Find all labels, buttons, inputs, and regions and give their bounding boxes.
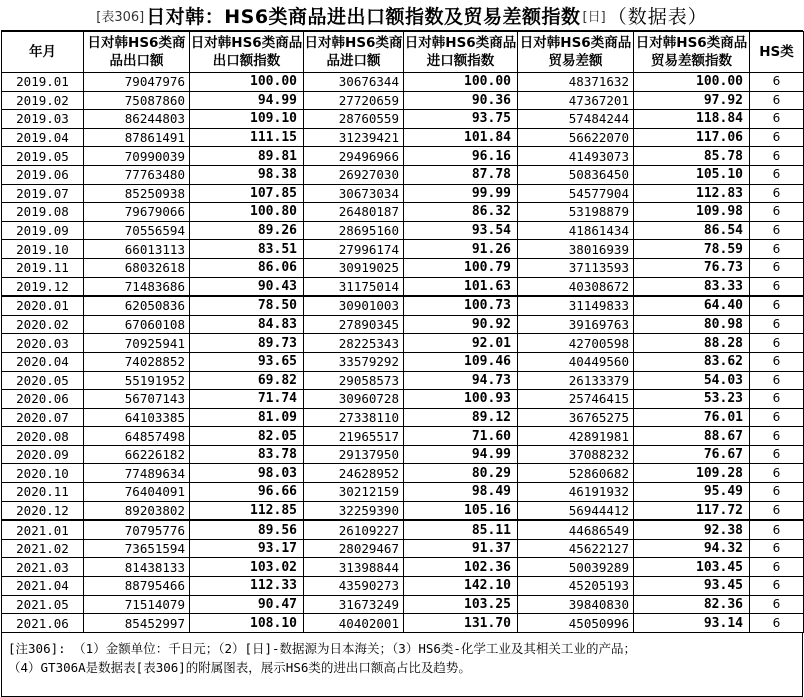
cell-import-value: 29058573	[304, 371, 404, 390]
footnote-line-2: （4）GT306A是数据表[表306]的附属图表，展示HS6类的进出口额高占比及趋势。	[8, 659, 471, 675]
cell-import-value: 31673249	[304, 595, 404, 614]
cell-balance-value: 40449560	[518, 352, 634, 371]
cell-import-value: 27720659	[304, 91, 404, 110]
cell-month: 2021.04	[2, 577, 84, 596]
cell-import-index: 91.37	[404, 539, 518, 558]
cell-export-index: 109.10	[190, 110, 304, 129]
cell-import-index: 105.16	[404, 501, 518, 520]
table-row	[2, 165, 804, 184]
table-row	[2, 91, 804, 110]
cell-balance-index: 93.45	[634, 577, 750, 596]
cell-import-value: 29496966	[304, 147, 404, 166]
cell-balance-value: 53198879	[518, 203, 634, 222]
cell-month: 2020.12	[2, 501, 84, 520]
cell-export-value: 70925941	[84, 334, 190, 353]
cell-export-value: 67060108	[84, 315, 190, 334]
table-row	[2, 464, 804, 483]
cell-export-value: 66226182	[84, 445, 190, 464]
table-body	[2, 73, 804, 633]
cell-export-value: 71514079	[84, 595, 190, 614]
cell-balance-value: 57484244	[518, 110, 634, 129]
cell-balance-value: 47367201	[518, 91, 634, 110]
title-source-tag: [日]	[582, 9, 606, 25]
cell-balance-value: 46191932	[518, 483, 634, 502]
cell-month: 2020.03	[2, 334, 84, 353]
cell-hs-class: 6	[750, 258, 804, 277]
cell-export-index: 111.15	[190, 128, 304, 147]
cell-import-index: 100.73	[404, 296, 518, 315]
cell-hs-class: 6	[750, 539, 804, 558]
cell-export-index: 112.85	[190, 501, 304, 520]
cell-balance-index: 86.54	[634, 221, 750, 240]
cell-balance-value: 45050996	[518, 614, 634, 633]
cell-hs-class: 6	[750, 464, 804, 483]
cell-export-index: 83.51	[190, 240, 304, 259]
cell-import-value: 31398844	[304, 558, 404, 577]
cell-balance-index: 105.10	[634, 165, 750, 184]
cell-month: 2020.05	[2, 371, 84, 390]
cell-balance-index: 80.98	[634, 315, 750, 334]
header-export-index: 日对韩HS6类商品出口额指数	[190, 32, 304, 73]
cell-export-value: 79679066	[84, 203, 190, 222]
cell-month: 2021.06	[2, 614, 84, 633]
cell-import-value: 27338110	[304, 408, 404, 427]
cell-month: 2020.06	[2, 390, 84, 409]
table-row	[2, 408, 804, 427]
cell-import-index: 98.49	[404, 483, 518, 502]
cell-balance-index: 64.40	[634, 296, 750, 315]
cell-month: 2020.01	[2, 296, 84, 315]
cell-import-index: 92.01	[404, 334, 518, 353]
title-main: 日对韩：HS6类商品进出口额指数及贸易差额指数	[146, 5, 581, 28]
cell-balance-index: 83.62	[634, 352, 750, 371]
cell-export-value: 73651594	[84, 539, 190, 558]
cell-import-index: 85.11	[404, 520, 518, 539]
cell-hs-class: 6	[750, 558, 804, 577]
cell-hs-class: 6	[750, 240, 804, 259]
cell-export-index: 108.10	[190, 614, 304, 633]
cell-balance-index: 88.28	[634, 334, 750, 353]
cell-import-index: 90.36	[404, 91, 518, 110]
cell-hs-class: 6	[750, 110, 804, 129]
cell-balance-value: 56944412	[518, 501, 634, 520]
cell-import-value: 30901003	[304, 296, 404, 315]
cell-balance-index: 112.83	[634, 184, 750, 203]
table-row	[2, 128, 804, 147]
cell-month: 2019.08	[2, 203, 84, 222]
cell-import-value: 43590273	[304, 577, 404, 596]
cell-balance-index: 54.03	[634, 371, 750, 390]
cell-hs-class: 6	[750, 128, 804, 147]
cell-export-value: 77763480	[84, 165, 190, 184]
cell-import-index: 103.25	[404, 595, 518, 614]
cell-export-index: 89.56	[190, 520, 304, 539]
cell-import-value: 30960728	[304, 390, 404, 409]
table-row	[2, 110, 804, 129]
cell-export-index: 98.38	[190, 165, 304, 184]
cell-month: 2020.04	[2, 352, 84, 371]
title-suffix: （数据表）	[607, 5, 708, 28]
table-row	[2, 595, 804, 614]
cell-balance-value: 42891981	[518, 427, 634, 446]
cell-import-value: 28225343	[304, 334, 404, 353]
header-import-index: 日对韩HS6类商品进口额指数	[404, 32, 518, 73]
cell-export-index: 107.85	[190, 184, 304, 203]
cell-month: 2020.02	[2, 315, 84, 334]
cell-import-index: 131.70	[404, 614, 518, 633]
cell-export-value: 89203802	[84, 501, 190, 520]
table-row	[2, 558, 804, 577]
cell-balance-index: 85.78	[634, 147, 750, 166]
cell-balance-value: 25746415	[518, 390, 634, 409]
cell-month: 2021.05	[2, 595, 84, 614]
cell-import-index: 109.46	[404, 352, 518, 371]
cell-import-index: 87.78	[404, 165, 518, 184]
cell-balance-value: 52860682	[518, 464, 634, 483]
table-row	[2, 371, 804, 390]
cell-export-value: 68032618	[84, 258, 190, 277]
cell-hs-class: 6	[750, 614, 804, 633]
cell-import-index: 100.93	[404, 390, 518, 409]
cell-import-value: 26109227	[304, 520, 404, 539]
cell-import-index: 93.75	[404, 110, 518, 129]
cell-balance-value: 37088232	[518, 445, 634, 464]
cell-import-index: 90.92	[404, 315, 518, 334]
cell-import-value: 24628952	[304, 464, 404, 483]
cell-month: 2020.10	[2, 464, 84, 483]
cell-month: 2019.03	[2, 110, 84, 129]
cell-import-index: 71.60	[404, 427, 518, 446]
cell-balance-index: 76.73	[634, 258, 750, 277]
table-row	[2, 296, 804, 315]
cell-import-value: 30212159	[304, 483, 404, 502]
cell-export-index: 98.03	[190, 464, 304, 483]
cell-balance-index: 100.00	[634, 73, 750, 92]
header-balance-index: 日对韩HS6类商品贸易差额指数	[634, 32, 750, 73]
cell-export-value: 56707143	[84, 390, 190, 409]
cell-hs-class: 6	[750, 165, 804, 184]
cell-month: 2019.12	[2, 277, 84, 296]
cell-export-index: 82.05	[190, 427, 304, 446]
cell-balance-value: 50039289	[518, 558, 634, 577]
cell-month: 2020.09	[2, 445, 84, 464]
cell-export-index: 100.00	[190, 73, 304, 92]
table-row	[2, 577, 804, 596]
cell-balance-value: 42700598	[518, 334, 634, 353]
table-row	[2, 73, 804, 92]
cell-balance-value: 38016939	[518, 240, 634, 259]
cell-hs-class: 6	[750, 595, 804, 614]
cell-import-value: 29137950	[304, 445, 404, 464]
cell-import-value: 30676344	[304, 73, 404, 92]
cell-hs-class: 6	[750, 334, 804, 353]
cell-month: 2021.01	[2, 520, 84, 539]
table-row	[2, 277, 804, 296]
cell-balance-value: 54577904	[518, 184, 634, 203]
cell-export-value: 74028852	[84, 352, 190, 371]
cell-hs-class: 6	[750, 184, 804, 203]
table-row	[2, 427, 804, 446]
cell-month: 2021.02	[2, 539, 84, 558]
footnotes	[1, 633, 803, 697]
cell-export-value: 81438133	[84, 558, 190, 577]
cell-balance-value: 45622127	[518, 539, 634, 558]
cell-export-value: 66013113	[84, 240, 190, 259]
cell-balance-index: 53.23	[634, 390, 750, 409]
cell-import-value: 32259390	[304, 501, 404, 520]
table-row	[2, 501, 804, 520]
footnote-line-1: [注306]: （1）金额单位：千日元；（2）[日]-数据源为日本海关；（3）HS6类-化学工业及其相关工业的产品；	[8, 640, 636, 656]
cell-balance-index: 103.45	[634, 558, 750, 577]
cell-export-value: 75087860	[84, 91, 190, 110]
table-row	[2, 539, 804, 558]
cell-balance-index: 78.59	[634, 240, 750, 259]
cell-export-index: 96.66	[190, 483, 304, 502]
table-row	[2, 184, 804, 203]
cell-import-index: 96.16	[404, 147, 518, 166]
cell-month: 2019.11	[2, 258, 84, 277]
cell-hs-class: 6	[750, 501, 804, 520]
cell-export-value: 85250938	[84, 184, 190, 203]
cell-hs-class: 6	[750, 408, 804, 427]
cell-balance-value: 37113593	[518, 258, 634, 277]
cell-import-index: 99.99	[404, 184, 518, 203]
table-row	[2, 147, 804, 166]
cell-import-index: 100.00	[404, 73, 518, 92]
title-prefix: [表306]	[96, 9, 145, 25]
cell-month: 2020.07	[2, 408, 84, 427]
cell-import-index: 93.54	[404, 221, 518, 240]
cell-hs-class: 6	[750, 352, 804, 371]
cell-balance-value: 56622070	[518, 128, 634, 147]
cell-export-index: 81.09	[190, 408, 304, 427]
cell-export-value: 55191952	[84, 371, 190, 390]
cell-import-value: 40402001	[304, 614, 404, 633]
cell-export-index: 69.82	[190, 371, 304, 390]
cell-import-index: 101.63	[404, 277, 518, 296]
header-balance-value: 日对韩HS6类商品贸易差额	[518, 32, 634, 73]
cell-export-index: 94.99	[190, 91, 304, 110]
cell-balance-value: 40308672	[518, 277, 634, 296]
cell-balance-index: 118.84	[634, 110, 750, 129]
cell-hs-class: 6	[750, 483, 804, 502]
table-row	[2, 390, 804, 409]
table-row	[2, 315, 804, 334]
cell-import-value: 27996174	[304, 240, 404, 259]
cell-month: 2019.01	[2, 73, 84, 92]
cell-month: 2019.09	[2, 221, 84, 240]
header-export-value: 日对韩HS6类商品出口额	[84, 32, 190, 73]
cell-export-value: 87861491	[84, 128, 190, 147]
table-row	[2, 334, 804, 353]
cell-balance-index: 97.92	[634, 91, 750, 110]
cell-export-index: 83.78	[190, 445, 304, 464]
cell-balance-index: 92.38	[634, 520, 750, 539]
table-row	[2, 203, 804, 222]
cell-export-value: 71483686	[84, 277, 190, 296]
table-row	[2, 483, 804, 502]
cell-balance-index: 117.06	[634, 128, 750, 147]
data-table	[1, 31, 804, 633]
cell-hs-class: 6	[750, 203, 804, 222]
cell-import-index: 94.73	[404, 371, 518, 390]
cell-balance-index: 95.49	[634, 483, 750, 502]
cell-export-value: 70990039	[84, 147, 190, 166]
cell-hs-class: 6	[750, 371, 804, 390]
cell-import-index: 89.12	[404, 408, 518, 427]
cell-export-index: 89.81	[190, 147, 304, 166]
cell-import-index: 102.36	[404, 558, 518, 577]
cell-import-value: 26927030	[304, 165, 404, 184]
cell-hs-class: 6	[750, 147, 804, 166]
cell-export-index: 103.02	[190, 558, 304, 577]
cell-export-index: 86.06	[190, 258, 304, 277]
cell-export-value: 79047976	[84, 73, 190, 92]
table-row	[2, 352, 804, 371]
cell-import-value: 27890345	[304, 315, 404, 334]
cell-month: 2019.06	[2, 165, 84, 184]
cell-balance-value: 48371632	[518, 73, 634, 92]
cell-import-value: 30673034	[304, 184, 404, 203]
cell-balance-index: 76.01	[634, 408, 750, 427]
cell-month: 2021.03	[2, 558, 84, 577]
cell-import-index: 142.10	[404, 577, 518, 596]
data-sheet	[1, 0, 803, 694]
cell-export-value: 88795466	[84, 577, 190, 596]
cell-balance-index: 76.67	[634, 445, 750, 464]
cell-import-value: 26480187	[304, 203, 404, 222]
cell-import-index: 86.32	[404, 203, 518, 222]
cell-balance-index: 109.98	[634, 203, 750, 222]
table-row	[2, 614, 804, 633]
cell-import-value: 28695160	[304, 221, 404, 240]
header-import-value: 日对韩HS6类商品进口额	[304, 32, 404, 73]
cell-export-index: 93.17	[190, 539, 304, 558]
cell-import-index: 94.99	[404, 445, 518, 464]
cell-month: 2019.05	[2, 147, 84, 166]
cell-import-value: 28029467	[304, 539, 404, 558]
cell-export-value: 70795776	[84, 520, 190, 539]
cell-export-value: 62050836	[84, 296, 190, 315]
cell-export-value: 86244803	[84, 110, 190, 129]
cell-month: 2020.11	[2, 483, 84, 502]
cell-hs-class: 6	[750, 520, 804, 539]
cell-month: 2019.10	[2, 240, 84, 259]
cell-export-value: 64857498	[84, 427, 190, 446]
cell-export-index: 78.50	[190, 296, 304, 315]
cell-export-index: 89.26	[190, 221, 304, 240]
cell-balance-value: 45205193	[518, 577, 634, 596]
cell-export-value: 76404091	[84, 483, 190, 502]
cell-hs-class: 6	[750, 427, 804, 446]
cell-import-value: 30919025	[304, 258, 404, 277]
cell-export-index: 84.83	[190, 315, 304, 334]
cell-hs-class: 6	[750, 91, 804, 110]
cell-hs-class: 6	[750, 73, 804, 92]
cell-import-value: 31175014	[304, 277, 404, 296]
cell-month: 2020.08	[2, 427, 84, 446]
cell-import-index: 101.84	[404, 128, 518, 147]
cell-import-value: 31239421	[304, 128, 404, 147]
cell-hs-class: 6	[750, 577, 804, 596]
cell-import-index: 91.26	[404, 240, 518, 259]
cell-balance-value: 31149833	[518, 296, 634, 315]
cell-export-index: 100.80	[190, 203, 304, 222]
cell-hs-class: 6	[750, 445, 804, 464]
cell-hs-class: 6	[750, 390, 804, 409]
cell-export-value: 77489634	[84, 464, 190, 483]
cell-balance-value: 41493073	[518, 147, 634, 166]
cell-month: 2019.07	[2, 184, 84, 203]
cell-balance-value: 44686549	[518, 520, 634, 539]
cell-balance-index: 82.36	[634, 595, 750, 614]
cell-export-index: 90.47	[190, 595, 304, 614]
cell-balance-value: 41861434	[518, 221, 634, 240]
cell-balance-value: 39840830	[518, 595, 634, 614]
cell-month: 2019.04	[2, 128, 84, 147]
cell-export-index: 90.43	[190, 277, 304, 296]
cell-hs-class: 6	[750, 277, 804, 296]
table-row	[2, 221, 804, 240]
cell-hs-class: 6	[750, 315, 804, 334]
cell-hs-class: 6	[750, 296, 804, 315]
cell-month: 2019.02	[2, 91, 84, 110]
cell-import-index: 80.29	[404, 464, 518, 483]
cell-balance-index: 109.28	[634, 464, 750, 483]
cell-export-value: 85452997	[84, 614, 190, 633]
table-row	[2, 240, 804, 259]
cell-balance-index: 117.72	[634, 501, 750, 520]
cell-export-index: 112.33	[190, 577, 304, 596]
cell-balance-index: 94.32	[634, 539, 750, 558]
header-hs-class: HS类	[750, 32, 804, 73]
cell-balance-index: 93.14	[634, 614, 750, 633]
cell-balance-value: 39169763	[518, 315, 634, 334]
cell-balance-value: 26133379	[518, 371, 634, 390]
header-row	[2, 32, 804, 73]
cell-import-value: 28760559	[304, 110, 404, 129]
cell-import-value: 21965517	[304, 427, 404, 446]
cell-export-index: 71.74	[190, 390, 304, 409]
cell-import-value: 33579292	[304, 352, 404, 371]
cell-balance-value: 36765275	[518, 408, 634, 427]
table-row	[2, 520, 804, 539]
cell-balance-index: 83.33	[634, 277, 750, 296]
cell-balance-index: 88.67	[634, 427, 750, 446]
cell-export-value: 64103385	[84, 408, 190, 427]
cell-export-index: 89.73	[190, 334, 304, 353]
cell-hs-class: 6	[750, 221, 804, 240]
table-row	[2, 445, 804, 464]
cell-export-value: 70556594	[84, 221, 190, 240]
table-row	[2, 258, 804, 277]
cell-balance-value: 50836450	[518, 165, 634, 184]
cell-export-index: 93.65	[190, 352, 304, 371]
table-title	[1, 0, 803, 31]
cell-import-index: 100.79	[404, 258, 518, 277]
header-month: 年月	[2, 32, 84, 73]
